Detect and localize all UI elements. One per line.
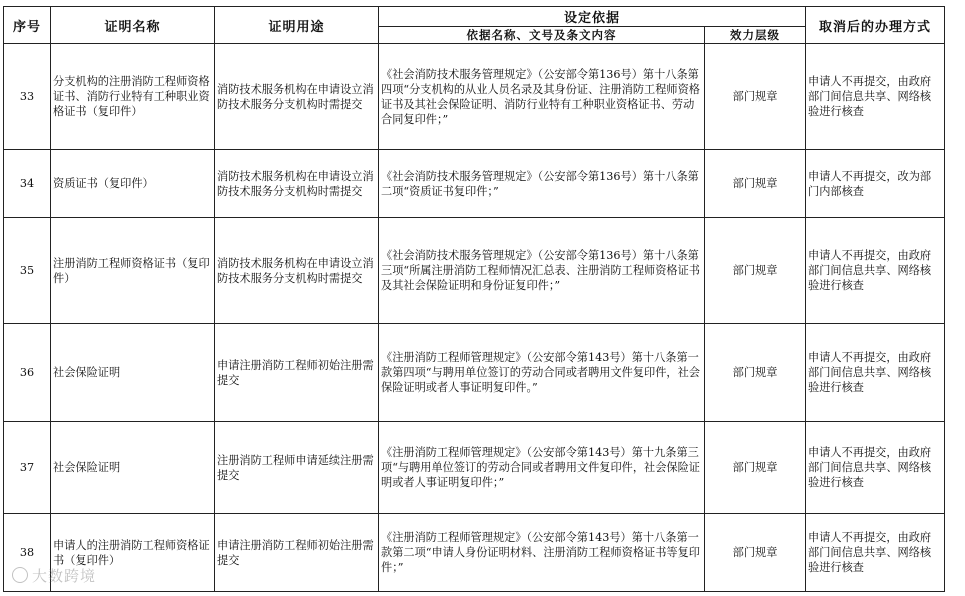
row-cert-name: 社会保险证明 — [51, 422, 215, 514]
watermark-text: 大数跨境 — [32, 567, 97, 585]
table-row — [4, 44, 945, 150]
row-cert-name: 分支机构的注册消防工程师资格证书、消防行业特有工种职业资格证书（复印件） — [51, 44, 215, 150]
row-handling: 申请人不再提交，由政府部门间信息共享、网络核验进行核查 — [806, 44, 945, 150]
header-seq: 序号 — [4, 7, 51, 44]
row-basis: 《注册消防工程师管理规定》（公安部令第143号）第十八条第一款第四项“与聘用单位签订的劳动合同或者聘用文件复印件，社会保险证明或者人事证明复印件。” — [379, 324, 705, 422]
row-cert-use: 注册消防工程师申请延续注册需提交 — [215, 422, 379, 514]
header-cert-name: 证明名称 — [51, 7, 215, 44]
table-row — [4, 324, 945, 422]
row-basis: 《社会消防技术服务管理规定》（公安部令第136号）第十八条第三项“所属注册消防工程师情况汇总表、注册消防工程师资格证书及其社会保险证明和身份证复印件；” — [379, 218, 705, 324]
table-row — [4, 422, 945, 514]
document-page — [3, 6, 945, 592]
row-effect-level: 部门规章 — [705, 150, 806, 218]
row-basis: 《注册消防工程师管理规定》（公安部令第143号）第十八条第一款第二项“申请人身份证明材料、注册消防工程师资格证书等复印件；” — [379, 514, 705, 592]
watermark — [12, 565, 96, 586]
row-cert-name: 申请人的注册消防工程师资格证书（复印件） — [51, 514, 215, 592]
certificate-table — [3, 6, 945, 592]
row-handling: 申请人不再提交，由政府部门间信息共享、网络核验进行核查 — [806, 218, 945, 324]
row-effect-level: 部门规章 — [705, 44, 806, 150]
watermark-logo-icon — [12, 567, 28, 583]
row-effect-level: 部门规章 — [705, 324, 806, 422]
row-cert-use: 申请注册消防工程师初始注册需提交 — [215, 324, 379, 422]
row-handling: 申请人不再提交，由政府部门间信息共享、网络核验进行核查 — [806, 324, 945, 422]
header-handling: 取消后的办理方式 — [806, 7, 945, 44]
row-cert-name: 社会保险证明 — [51, 324, 215, 422]
row-seq: 37 — [4, 422, 51, 514]
row-cert-name: 资质证书（复印件） — [51, 150, 215, 218]
row-handling: 申请人不再提交，改为部门内部核查 — [806, 150, 945, 218]
row-cert-name: 注册消防工程师资格证书（复印件） — [51, 218, 215, 324]
row-seq: 38 — [4, 514, 51, 592]
row-seq: 36 — [4, 324, 51, 422]
header-cert-use: 证明用途 — [215, 7, 379, 44]
table-row — [4, 514, 945, 592]
row-seq: 35 — [4, 218, 51, 324]
row-basis: 《社会消防技术服务管理规定》（公安部令第136号）第十八条第二项“资质证书复印件；” — [379, 150, 705, 218]
row-basis: 《社会消防技术服务管理规定》（公安部令第136号）第十八条第四项“分支机构的从业人员名录及其身份证、注册消防工程师资格证书及其社会保险证明、消防行业特有工种职业资格证书、劳动合同复印件；” — [379, 44, 705, 150]
table-row — [4, 218, 945, 324]
row-effect-level: 部门规章 — [705, 422, 806, 514]
row-seq: 34 — [4, 150, 51, 218]
row-seq: 33 — [4, 44, 51, 150]
header-row — [4, 7, 945, 27]
row-effect-level: 部门规章 — [705, 514, 806, 592]
row-handling: 申请人不再提交，由政府部门间信息共享、网络核验进行核查 — [806, 422, 945, 514]
row-cert-use: 申请注册消防工程师初始注册需提交 — [215, 514, 379, 592]
header-basis-detail: 依据名称、文号及条文内容 — [379, 27, 705, 44]
table-row — [4, 150, 945, 218]
row-cert-use: 消防技术服务机构在申请设立消防技术服务分支机构时需提交 — [215, 218, 379, 324]
row-cert-use: 消防技术服务机构在申请设立消防技术服务分支机构时需提交 — [215, 150, 379, 218]
row-handling: 申请人不再提交，由政府部门间信息共享、网络核验进行核查 — [806, 514, 945, 592]
header-basis: 设定依据 — [379, 7, 806, 27]
row-effect-level: 部门规章 — [705, 218, 806, 324]
row-basis: 《注册消防工程师管理规定》（公安部令第143号）第十九条第三项“与聘用单位签订的劳动合同或者聘用文件复印件，社会保险证明或者人事证明复印件；” — [379, 422, 705, 514]
header-effect-level: 效力层级 — [705, 27, 806, 44]
row-cert-use: 消防技术服务机构在申请设立消防技术服务分支机构时需提交 — [215, 44, 379, 150]
